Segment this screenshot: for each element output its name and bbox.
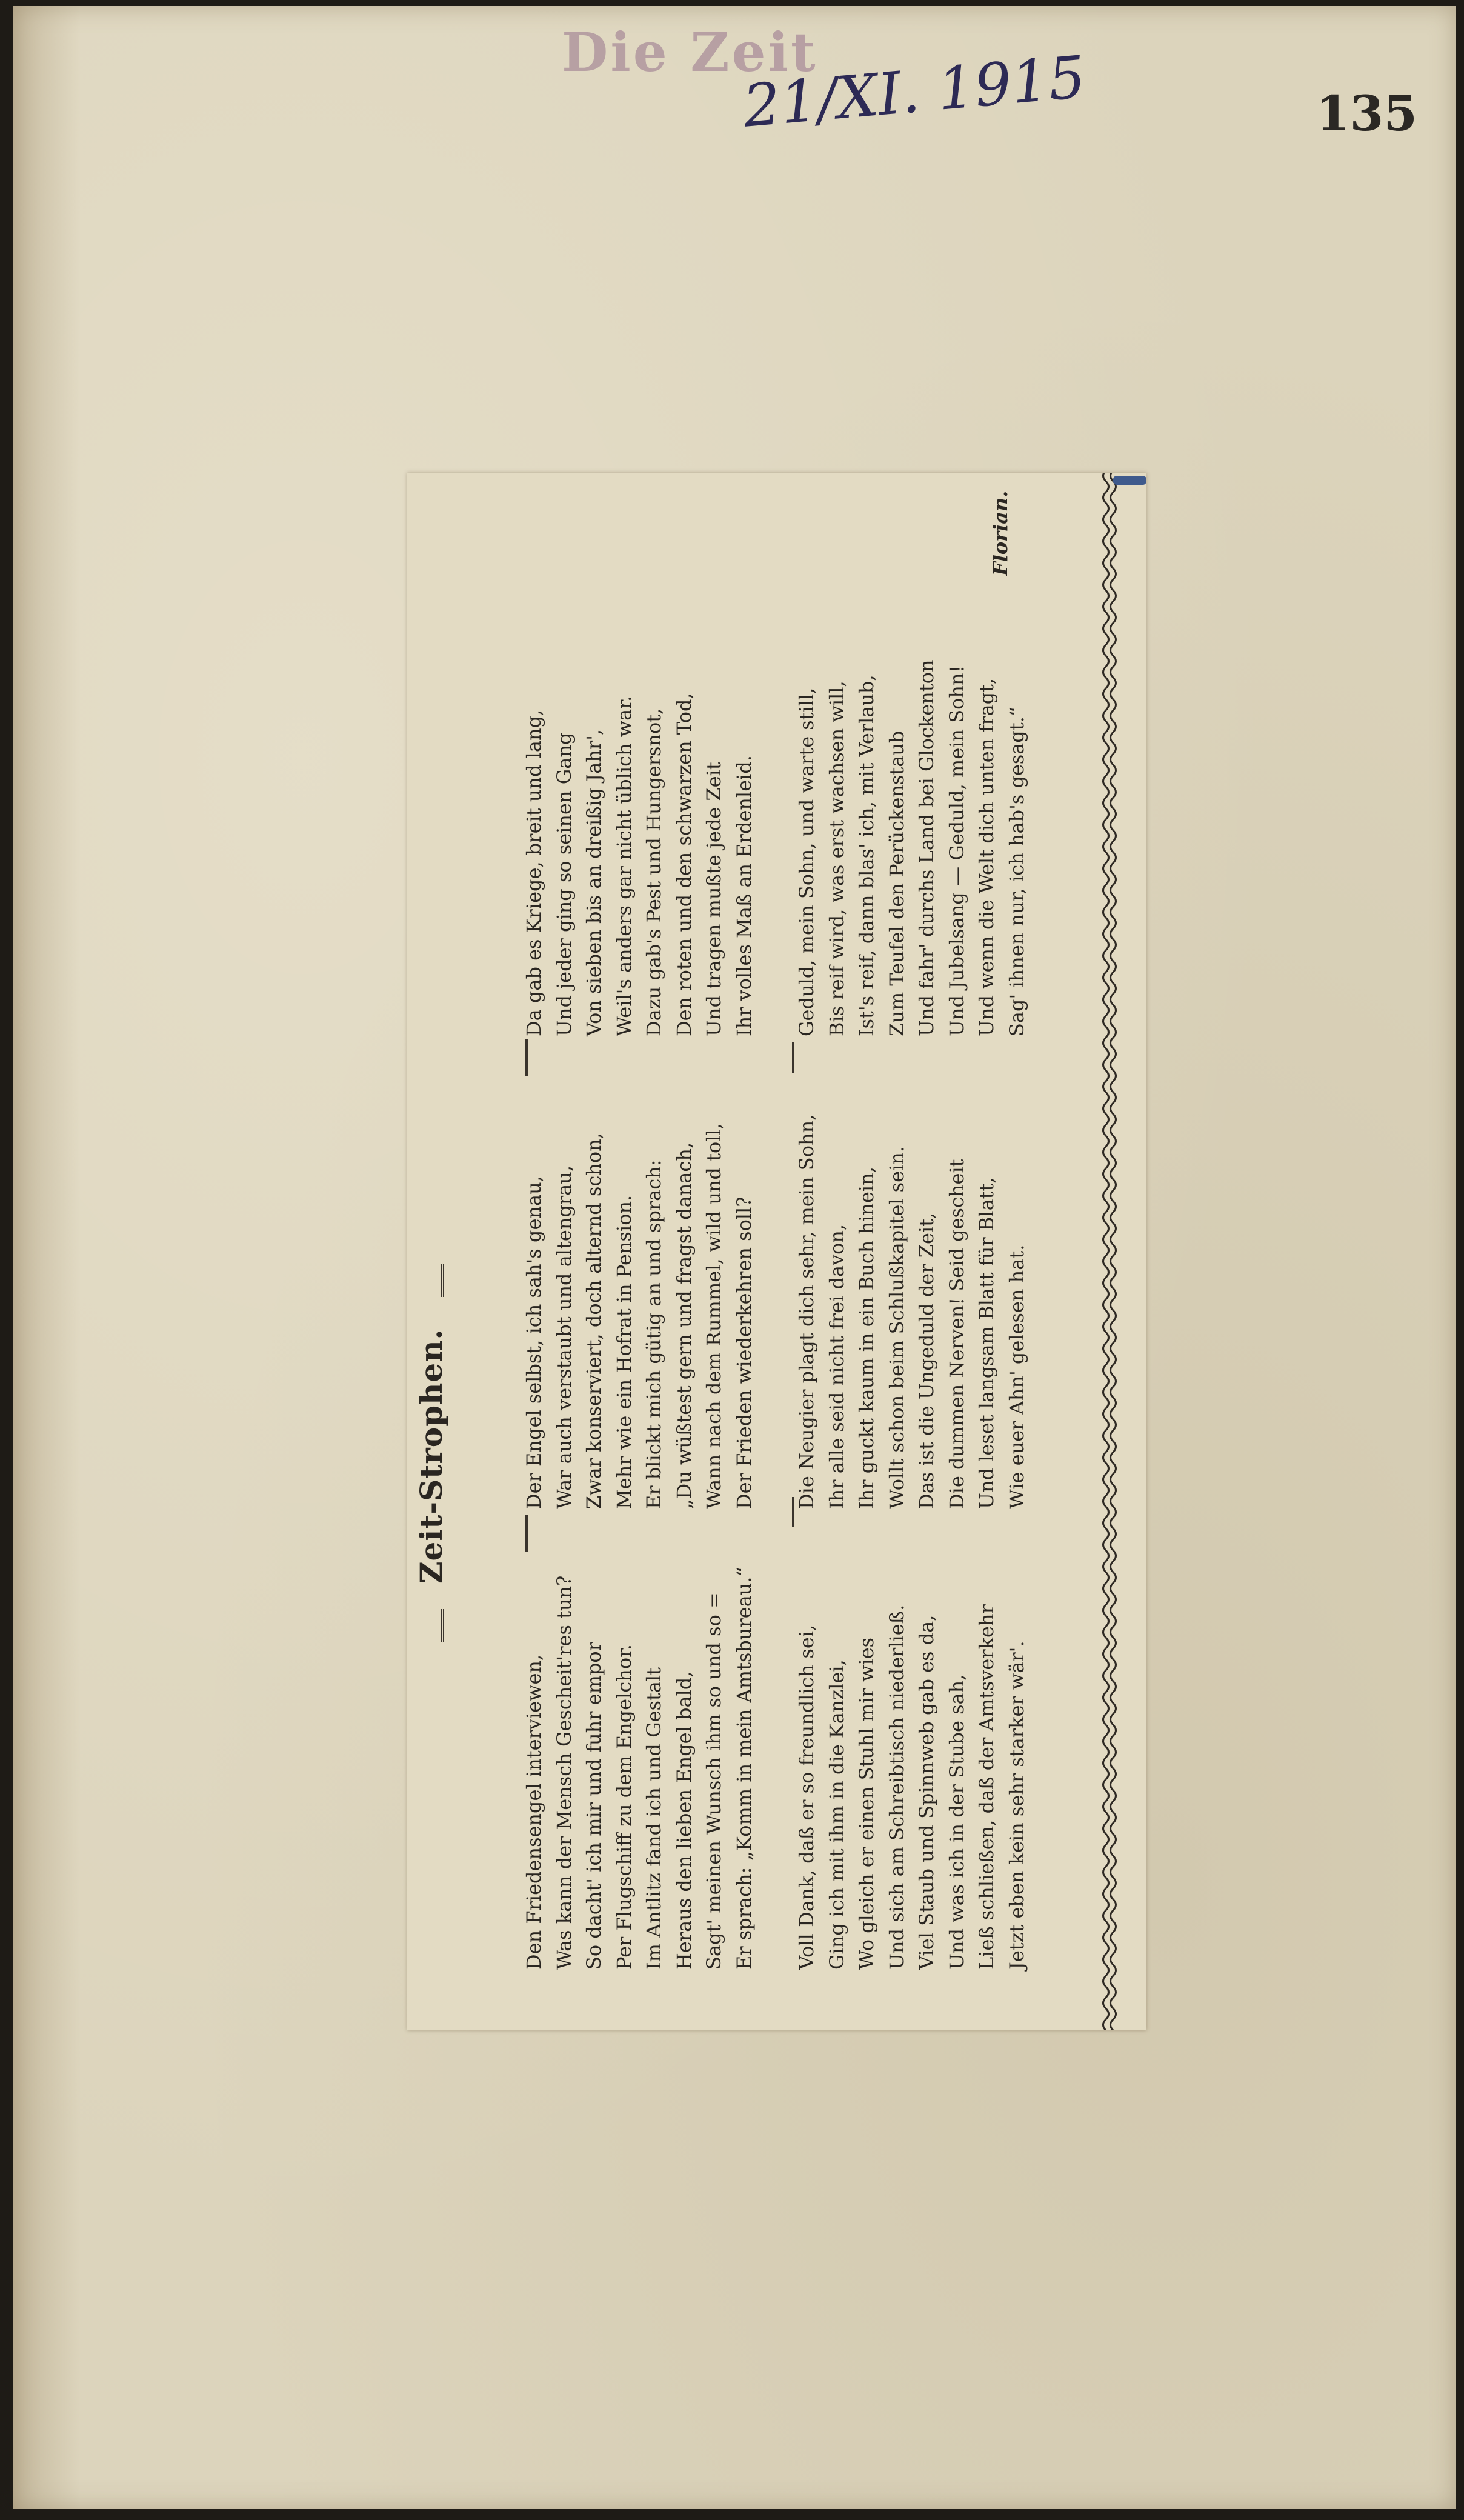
verse-line: Was kann der Mensch Gescheit'res tun? bbox=[552, 1575, 576, 1970]
verse-line: Voll Dank, daß er so freundlich sei, bbox=[795, 1624, 818, 1970]
verse-line: Den Friedensengel interviewen, bbox=[522, 1654, 545, 1970]
verse-line: Der Engel selbst, ich sah's genau, bbox=[522, 1176, 545, 1509]
verse-line: Mehr wie ein Hofrat in Pension. bbox=[612, 1195, 636, 1509]
verse-line: Bis reif wird, was erst wachsen will, bbox=[825, 681, 848, 1036]
verse-line: Er blickt mich gütig an und sprach: bbox=[642, 1159, 665, 1509]
verse-line: Wollt schon beim Schlußkapitel sein. bbox=[885, 1145, 908, 1509]
stanza-5 bbox=[519, 693, 759, 1036]
verse-line: Ihr volles Maß an Erdenleid. bbox=[732, 755, 756, 1036]
column-separator bbox=[525, 1039, 528, 1076]
verse-line: Dazu gab's Pest und Hungersnot, bbox=[642, 708, 665, 1036]
verse-line: Von sieben bis an dreißig Jahr', bbox=[582, 728, 605, 1036]
verse-line: Sag' ihnen nur, ich hab's gesagt.“ bbox=[1005, 706, 1028, 1036]
archive-sheet bbox=[13, 6, 1456, 2509]
verse-line: „Du wüßtest gern und fragst danach, bbox=[672, 1142, 696, 1509]
verse-line: Die dummen Nerven! Seid gescheit bbox=[945, 1159, 968, 1509]
title-rule-right bbox=[441, 1264, 444, 1297]
verse-line: Da gab es Kriege, breit und lang, bbox=[522, 709, 545, 1036]
verse-line: Und fahr' durchs Land bei Glockenton bbox=[915, 659, 938, 1036]
verse-line: Das ist die Ungeduld der Zeit, bbox=[915, 1212, 938, 1509]
verse-line: Und Jubelsang — Geduld, mein Sohn! bbox=[945, 665, 968, 1036]
verse-line: Heraus den lieben Engel bald, bbox=[672, 1671, 696, 1970]
clipping-content bbox=[407, 473, 1146, 2030]
verse-line: Zum Teufel den Perückenstaub bbox=[885, 730, 908, 1036]
wavy-border bbox=[1095, 473, 1125, 2030]
verse-line: Viel Staub und Spinnweb gab es da, bbox=[915, 1615, 938, 1970]
verse-line: Ging ich mit ihm in die Kanzlei, bbox=[825, 1659, 848, 1970]
handwritten-date: 21/XI. 1915 bbox=[740, 42, 1088, 141]
verse-line: Wie euer Ahn' gelesen hat. bbox=[1005, 1244, 1028, 1509]
verse-line: Und leset langsam Blatt für Blatt, bbox=[975, 1177, 998, 1509]
verse-line: Ihr guckt kaum in ein Buch hinein, bbox=[855, 1167, 878, 1509]
verse-line: So dacht' ich mir und fuhr empor bbox=[582, 1642, 605, 1970]
stanza-2 bbox=[792, 1604, 1032, 1970]
article-title: Zeit-Strophen. bbox=[413, 1328, 449, 1584]
verse-line: Und tragen mußte jede Zeit bbox=[702, 762, 725, 1036]
stanza-6 bbox=[792, 659, 1032, 1036]
blue-pencil-mark bbox=[1113, 476, 1146, 485]
verse-line: Er sprach: „Komm in mein Amtsbureau.“ bbox=[732, 1567, 756, 1970]
verse-line: Den roten und den schwarzen Tod, bbox=[672, 693, 696, 1036]
verse-line: Weil's anders gar nicht üblich war. bbox=[612, 695, 636, 1036]
verse-line: Und sich am Schreibtisch niederließ. bbox=[885, 1604, 908, 1970]
column-separator bbox=[792, 1042, 794, 1073]
verse-line: Wann nach dem Rummel, wild und toll, bbox=[702, 1123, 725, 1509]
verse-line: Der Frieden wiederkehren soll? bbox=[732, 1196, 756, 1509]
verse-line: Wo gleich er einen Stuhl mir wies bbox=[855, 1637, 878, 1970]
verse-line: Und was ich in der Stube sah, bbox=[945, 1674, 968, 1970]
verse-line: Zwar konserviert, doch alternd schon, bbox=[582, 1133, 605, 1509]
newspaper-clipping bbox=[407, 473, 1146, 2030]
stanza-1 bbox=[519, 1567, 759, 1970]
newspaper-stamp: Die Zeit bbox=[562, 21, 818, 84]
verse-line: Per Flugschiff zu dem Engelchor. bbox=[612, 1644, 636, 1970]
sheet-shadow-edge bbox=[13, 6, 80, 2509]
verse-line: Und wenn die Welt dich unten fragt, bbox=[975, 678, 998, 1036]
stanza-3 bbox=[519, 1123, 759, 1509]
page-number: 135 bbox=[1316, 85, 1417, 142]
verse-line: Ließ schließen, daß der Amtsverkehr bbox=[975, 1604, 998, 1970]
stanza-4 bbox=[792, 1115, 1032, 1509]
verse-line: Ihr alle seid nicht frei davon, bbox=[825, 1224, 848, 1509]
verse-line: Sagt' meinen Wunsch ihm so und so = bbox=[702, 1592, 725, 1970]
author-signature: Florian. bbox=[989, 490, 1012, 576]
verse-line: Im Antlitz fand ich und Gestalt bbox=[642, 1667, 665, 1970]
verse-line: Und jeder ging so seinen Gang bbox=[552, 732, 576, 1036]
column-separator bbox=[525, 1515, 528, 1552]
verse-line: War auch verstaubt und altengrau, bbox=[552, 1165, 576, 1509]
verse-line: Die Neugier plagt dich sehr, mein Sohn, bbox=[795, 1114, 818, 1509]
verse-line: Ist's reif, dann blas' ich, mit Verlaub, bbox=[855, 675, 878, 1036]
verse-line: Jetzt eben kein sehr starker wär'. bbox=[1005, 1641, 1028, 1970]
verse-line: Geduld, mein Sohn, und warte still, bbox=[795, 687, 818, 1036]
